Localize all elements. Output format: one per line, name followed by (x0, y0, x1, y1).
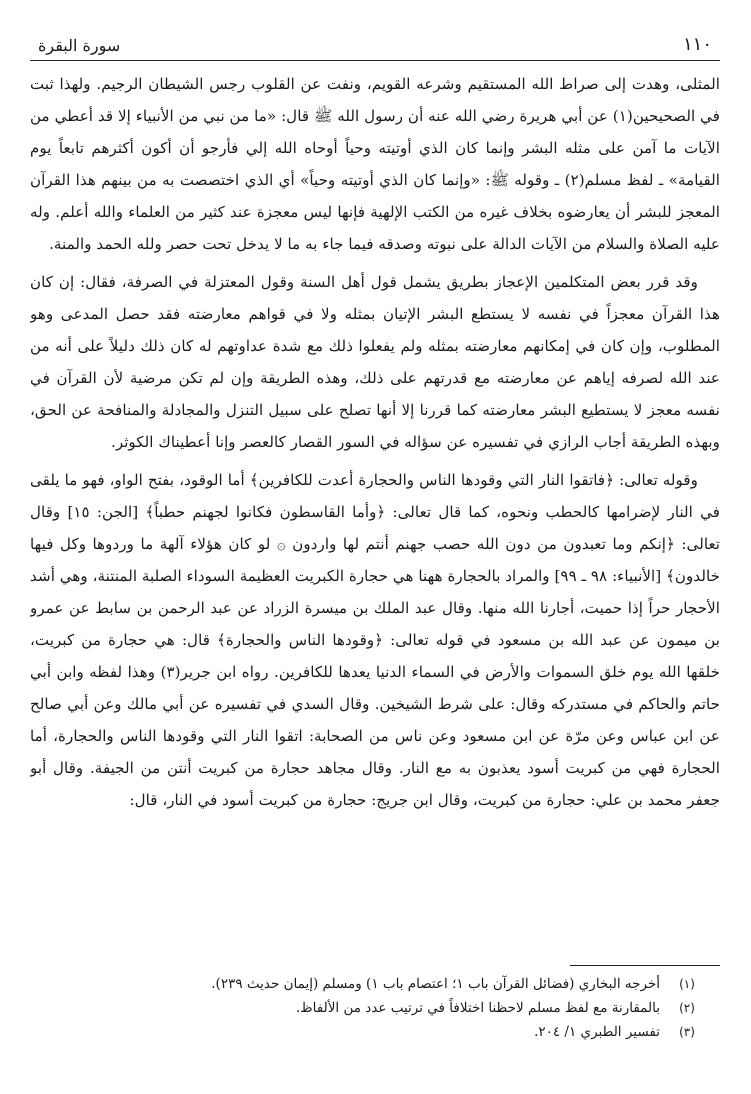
footnote-number: (٢) (679, 1001, 695, 1015)
footnote-text: بالمقارنة مع لفظ مسلم لاحظنا اختلافاً في ترتيب عدد من الألفاظ. (295, 1000, 660, 1016)
footnote-2 (30, 996, 720, 1020)
footnote-separator (570, 965, 720, 966)
footnote-text: أخرجه البخاري (فضائل القرآن باب ١؛ اعتصام باب ١) ومسلم (إيمان حديث ٢٣٩). (211, 976, 660, 992)
main-text (30, 68, 720, 948)
footnotes (30, 965, 720, 1044)
footnote-number: (٣) (679, 1025, 695, 1039)
paragraph-3: وقوله تعالى: ﴿فاتقوا النار التي وقودها الناس والحجارة أعدت للكافرين﴾ أما الوقود، بفتح الواو، فهو ما يلقى في النار لإضرامها كالحطب ونحوه، كما قال تعالى: ﴿وأما القاسطون فكانوا لجهنم حطباً﴾ [الجن: ١٥] وقال تعالى: ﴿إنكم وما تعبدون من دون الله حصب جهنم أنتم لها واردون ۞ لو كان هؤلاء آلهة ما وردوها وكل فيها خالدون﴾ [الأنبياء: ٩٨ ـ ٩٩] والمراد بالحجارة ههنا هي حجارة الكبريت العظيمة السوداء الصلبة المنتنة، وهي أشد الأحجار حراً إذا حميت، أجارنا الله منها. وقال عبد الملك بن ميسرة الزراد عن عبد الرحمن بن سابط عن عمرو بن ميمون عن عبد الله بن مسعود في قوله تعالى: ﴿وقودها الناس والحجارة﴾ قال: هي حجارة من كبريت، خلقها الله يوم خلق السموات والأرض في السماء الدنيا يعدها للكافرين. رواه ابن جرير(٣) وهذا لفظه وابن أبي حاتم والحاكم في مستدركه وقال: على شرط الشيخين. وقال السدي في تفسيره عن أبي مالك وعن أبي صالح عن ابن عباس وعن مرّة عن ابن مسعود وعن ناس من الصحابة: اتقوا النار التي وقودها الناس والحجارة، أما الحجارة فهي من كبريت أسود يعذبون به مع النار. وقال مجاهد حجارة من كبريت أنتن من الجيفة. وقال أبو جعفر محمد بن علي: حجارة من كبريت، وقال ابن جريج: حجارة من كبريت أسود في النار، قال: (30, 471, 720, 809)
footnote-number: (١) (679, 977, 695, 991)
surah-title: سورة البقرة (38, 36, 121, 55)
page-number: ١١٠ (682, 34, 712, 55)
paragraph-2: وقد قرر بعض المتكلمين الإعجاز بطريق يشمل قول أهل السنة وقول المعتزلة في الصرفة، فقال: إن كان هذا القرآن معجزاً في نفسه لا يستطع البشر الإتيان بمثله ولا في قواهم معارضته فقد حصل المدعى وهو المطلوب، وإن كان في إمكانهم معارضته بمثله ولم يفعلوا ذلك مع شدة عداوتهم له كان ذلك دليلاً على أنه من عند الله لصرفه إياهم عن معارضته مع قدرتهم على ذلك، وهذه الطريقة وإن لم تكن مرضية لأن القرآن في نفسه معجز لا يستطيع البشر معارضته كما قررنا إلا أنها تصلح على سبيل التنزل والمجادلة والمنافحة عن الحق، وبهذه الطريقة أجاب الرازي في تفسيره عن سؤاله في السور القصار كالعصر وإنا أعطيناك الكوثر. (30, 273, 720, 451)
footnote-3 (30, 1020, 720, 1044)
footnote-1 (30, 972, 720, 996)
footnote-text: تفسير الطبري ١/ ٢٠٤. (534, 1024, 660, 1040)
paragraph-1: المثلى، وهدت إلى صراط الله المستقيم وشرعه القويم، ونفت عن القلوب رجس الشيطان الرجيم. ولهذا ثبت في الصحيحين(١) عن أبي هريرة رضي الله عنه أن رسول الله ﷺ قال: «ما من نبي من الأنبياء إلا قد أعطي من الآيات ما آمن على مثله البشر وإنما كان الذي أوتيته وحياً أوحاه الله إلي فأرجو أن أكون أكثرهم تابعاً يوم القيامة» ـ لفظ مسلم(٢) ـ وقوله ﷺ: «وإنما كان الذي أوتيته وحياً» أي الذي اختصصت به من بينهم هذا القرآن المعجز للبشر أن يعارضوه بخلاف غيره من الكتب الإلهية فإنها ليس معجزة عند كثير من العلماء والله أعلم. وله عليه الصلاة والسلام من الآيات الدالة على نبوته وصدقه فيما جاء به ما لا يدخل تحت حصر ولله الحمد والمنة. (30, 75, 720, 253)
running-header (30, 20, 720, 61)
book-page (30, 20, 720, 1080)
